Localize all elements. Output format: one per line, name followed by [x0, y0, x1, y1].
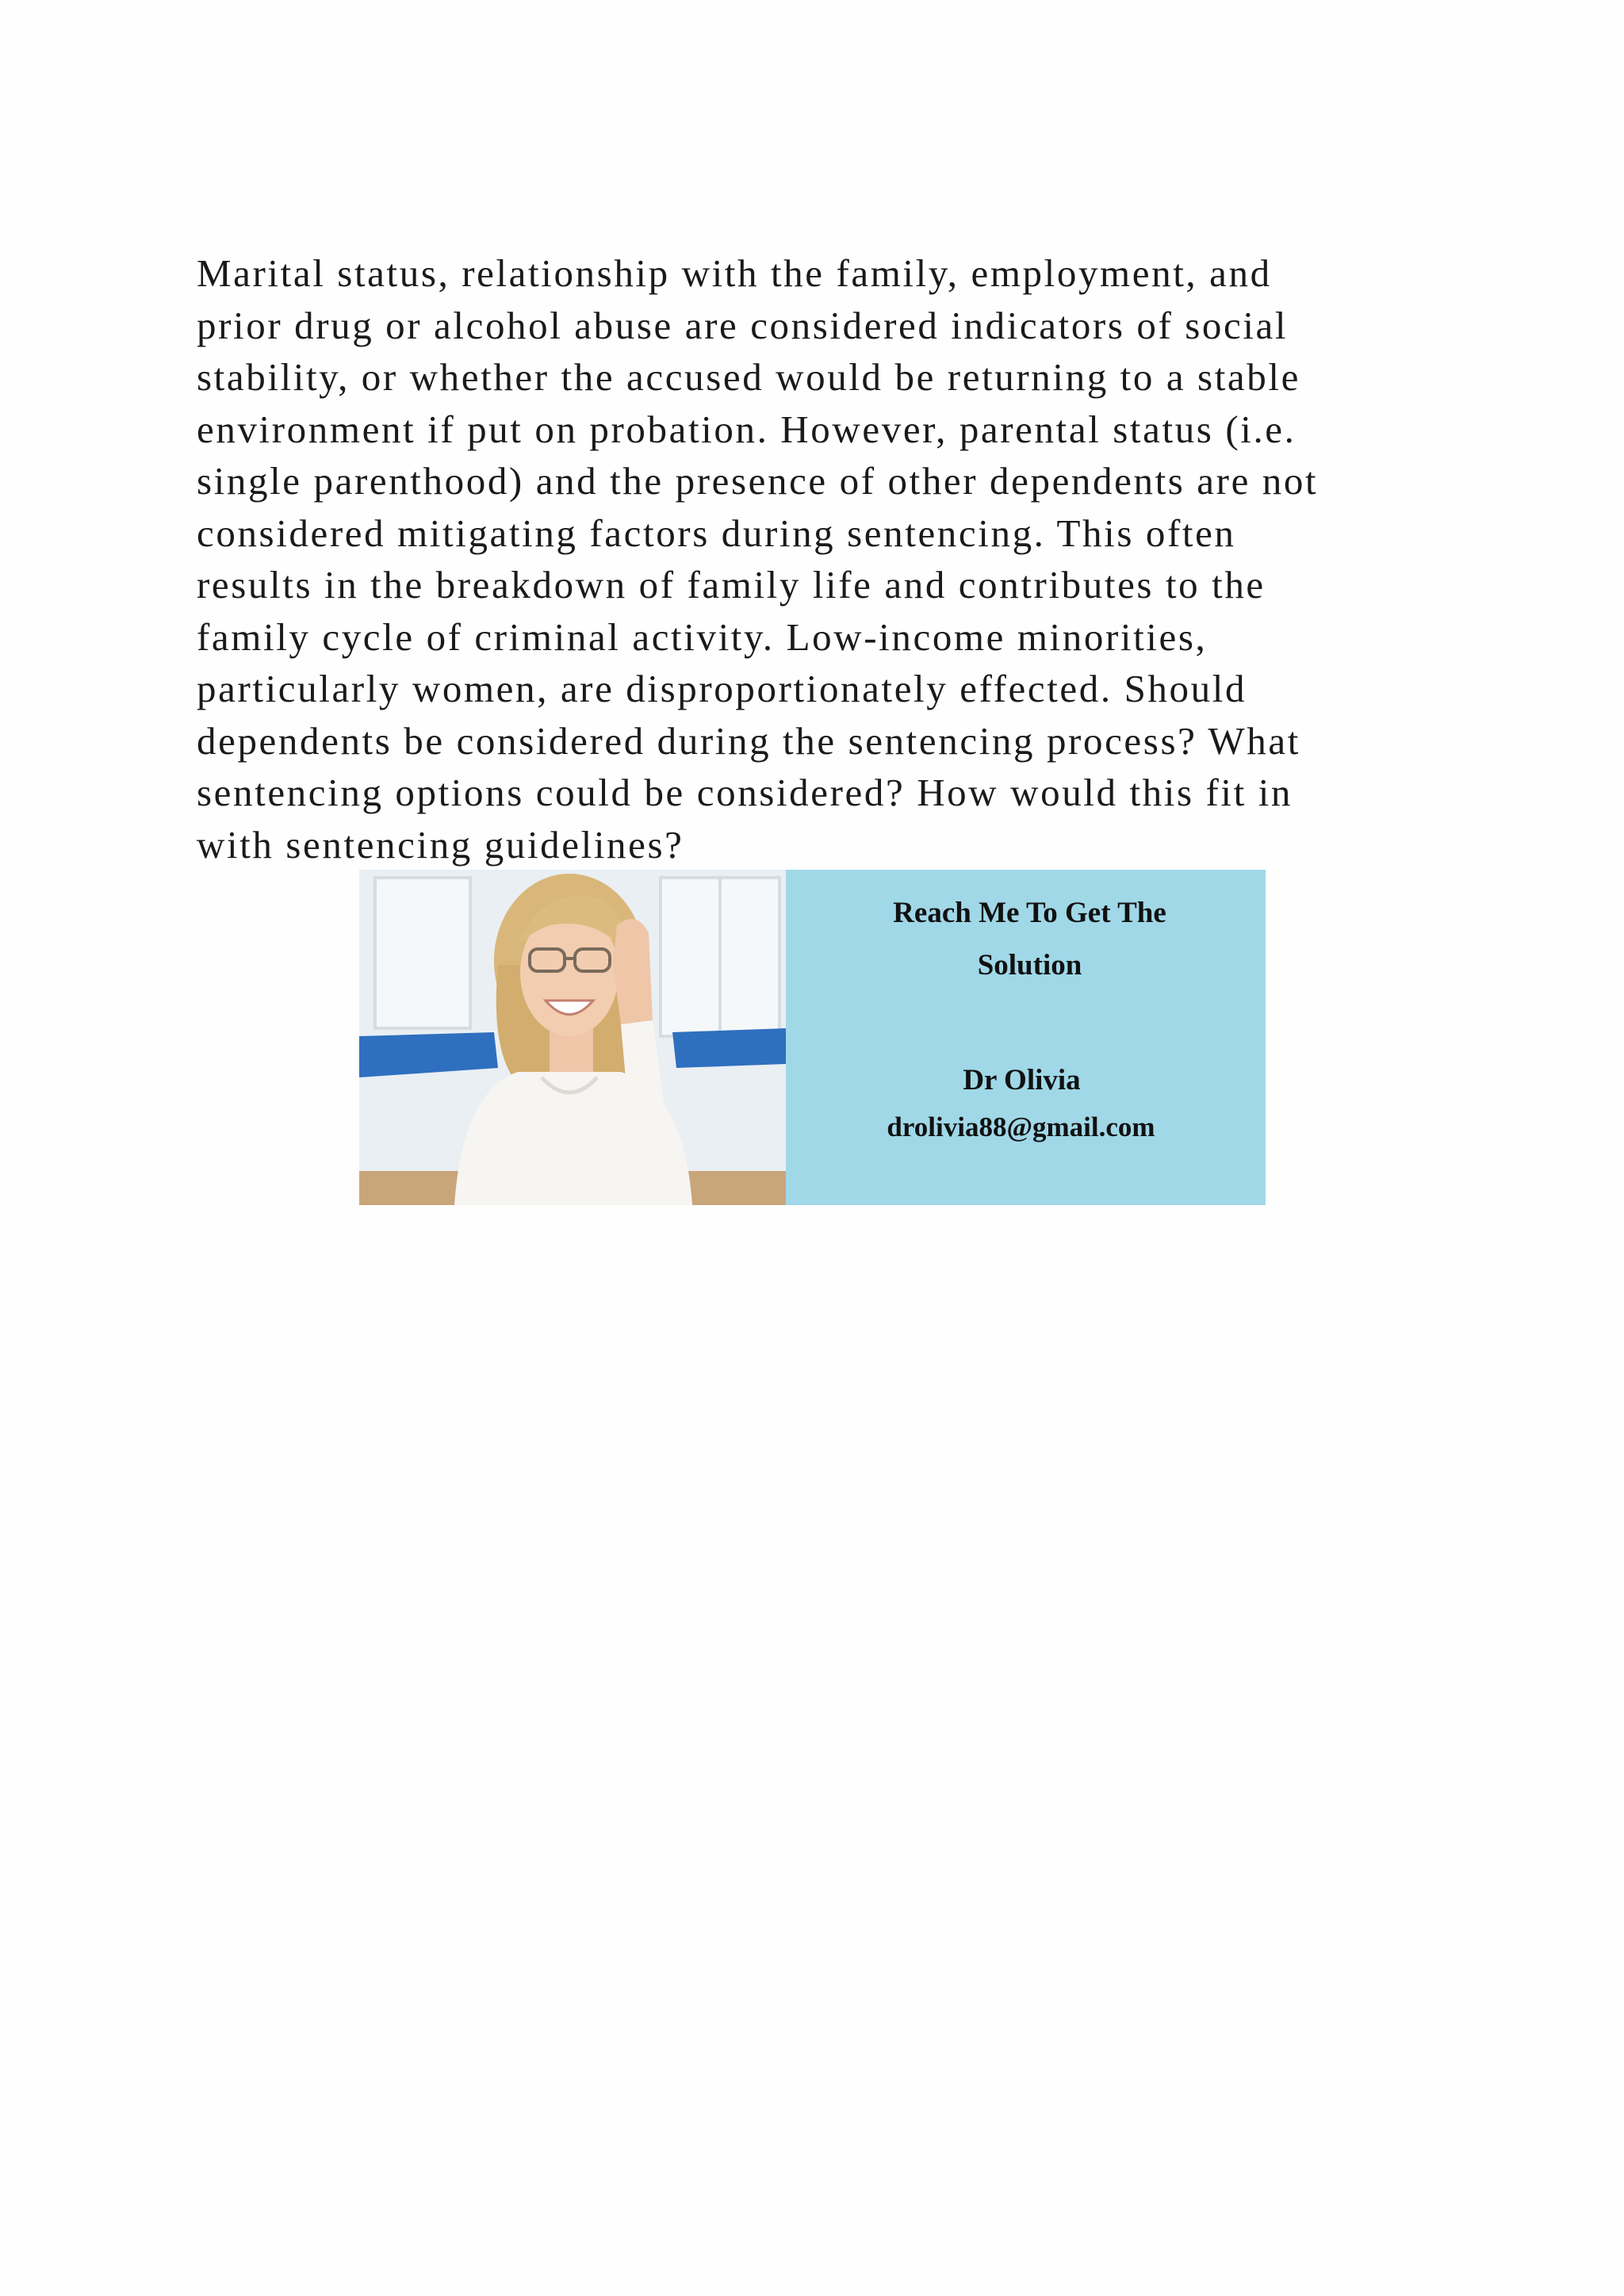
- woman-photo: [359, 870, 786, 1205]
- paragraph-line: stability, or whether the accused would be returning to a stable: [197, 355, 1300, 399]
- ad-headline-line: Reach Me To Get The: [893, 897, 1166, 929]
- paragraph-line: considered mitigating factors during sentencing. This often: [197, 511, 1236, 555]
- contact-ad-banner: [359, 870, 1266, 1205]
- paragraph-line: single parenthood) and the presence of other dependents are not: [197, 459, 1319, 503]
- paragraph-line: sentencing options could be considered? How would this fit in: [197, 771, 1293, 814]
- paragraph-line: dependents be considered during the sentencing process? What: [197, 718, 1300, 763]
- paragraph-line: with sentencing guidelines?: [197, 822, 684, 867]
- contact-email: drolivia88@gmail.com: [887, 1112, 1155, 1142]
- paragraph-line: family cycle of criminal activity. Low-income minorities,: [197, 614, 1208, 659]
- paragraph-line: Marital status, relationship with the family, employment, and: [197, 251, 1272, 295]
- contact-card: [786, 870, 1266, 1205]
- body-paragraph: [197, 247, 1434, 871]
- paragraph-line: prior drug or alcohol abuse are considered indicators of social: [197, 303, 1289, 347]
- ad-headline: [786, 887, 1266, 992]
- paragraph-line: particularly women, are disproportionately effected. Should: [197, 667, 1247, 710]
- paragraph-line: results in the breakdown of family life and contributes to the: [197, 563, 1266, 607]
- ad-headline-line: Solution: [977, 949, 1082, 982]
- paragraph-line: environment if put on probation. However, parental status (i.e.: [197, 407, 1297, 451]
- woman-photo-illustration: [359, 870, 786, 1205]
- contact-name: Dr Olivia: [963, 1064, 1081, 1096]
